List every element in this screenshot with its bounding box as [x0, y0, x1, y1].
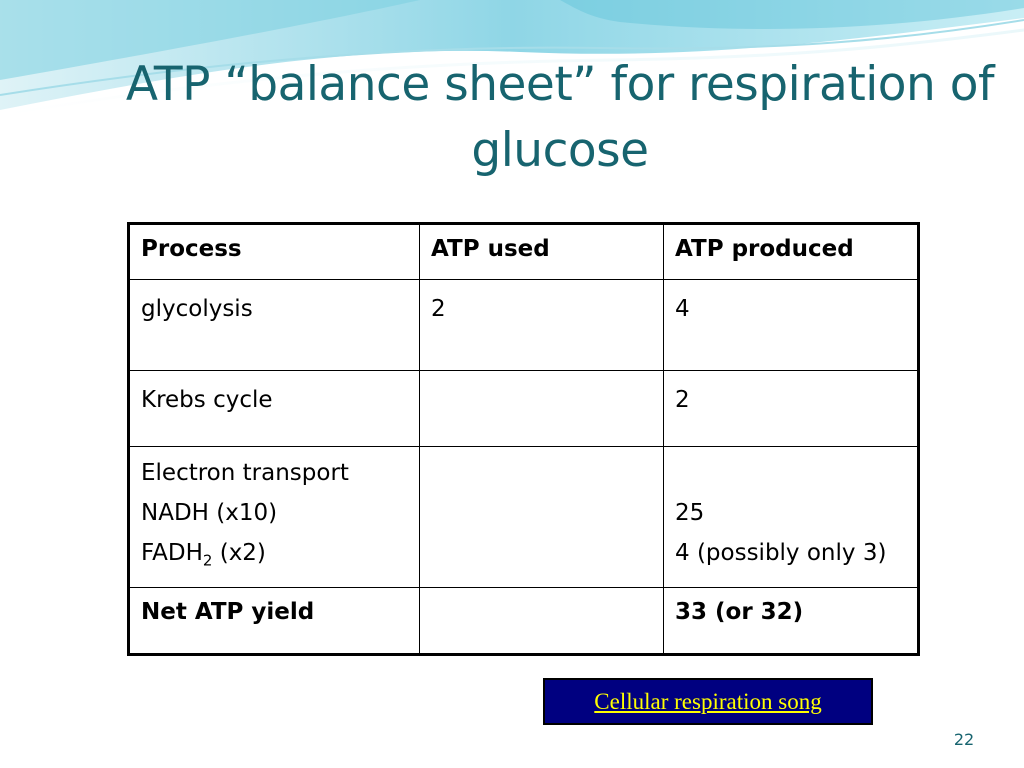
fadh-subscript: 2: [202, 551, 213, 570]
cell-process: Net ATP yield: [129, 587, 420, 654]
song-link-box[interactable]: [543, 678, 873, 725]
process-line-electron-transport: Electron transport: [141, 460, 349, 486]
produced-line-nadh: 25: [675, 500, 705, 526]
cell-process: [129, 447, 420, 588]
cell-atp-used: [420, 587, 664, 654]
fadh-text: FADH: [141, 540, 203, 566]
cell-atp-produced: 4: [664, 280, 919, 371]
process-line-fadh2: [141, 533, 409, 581]
table-row: [129, 447, 919, 588]
header-process: Process: [129, 224, 420, 280]
cell-atp-used: [420, 371, 664, 447]
table-row: [129, 280, 919, 371]
cell-process: Krebs cycle: [129, 371, 420, 447]
cellular-respiration-song-link[interactable]: Cellular respiration song: [594, 688, 822, 714]
cell-atp-produced: 33 (or 32): [664, 587, 919, 654]
spacer: [675, 453, 907, 493]
produced-line-fadh2: 4 (possibly only 3): [675, 540, 887, 566]
cell-atp-used: [420, 447, 664, 588]
atp-balance-table: [127, 222, 920, 656]
process-line-nadh: NADH (x10): [141, 500, 278, 526]
title-line-2: glucose: [471, 123, 649, 178]
table-row: [129, 371, 919, 447]
title-line-1: ATP “balance sheet” for respiration of: [125, 57, 995, 112]
fadh-multiplier: (x2): [212, 540, 266, 566]
table-header-row: [129, 224, 919, 280]
cell-atp-produced: 2: [664, 371, 919, 447]
slide-number: 22: [953, 730, 975, 749]
slide-title: [110, 52, 1010, 184]
table-row-total: [129, 587, 919, 654]
cell-process: glycolysis: [129, 280, 420, 371]
header-atp-used: ATP used: [420, 224, 664, 280]
header-atp-produced: ATP produced: [664, 224, 919, 280]
cell-atp-used: 2: [420, 280, 664, 371]
cell-atp-produced: [664, 447, 919, 588]
